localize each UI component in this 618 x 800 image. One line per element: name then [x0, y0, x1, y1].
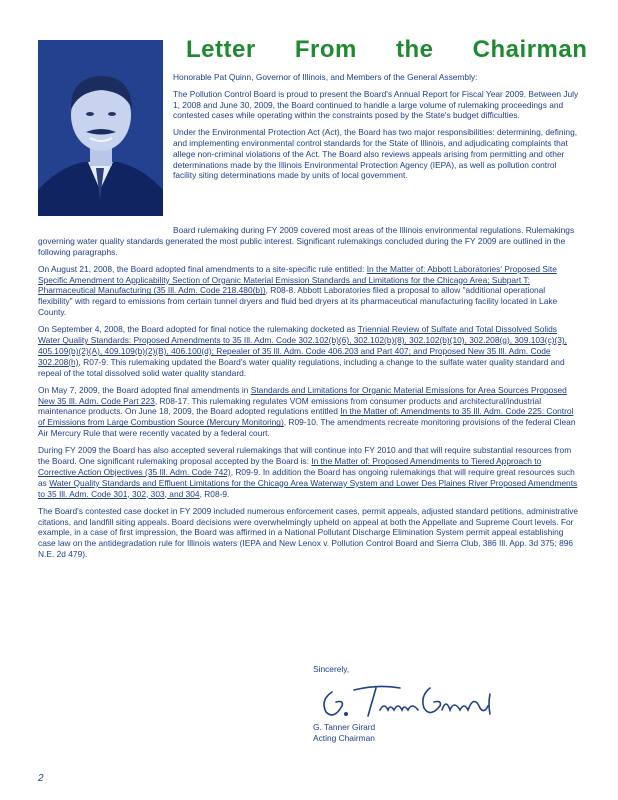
signer-title: Acting Chairman	[313, 732, 375, 743]
rule-citation: In the Matter of: Abbott Laboratories' Proposed Site Specific Amendment to Applicability Section of Organic Material Emission Standards and Limitations for the Chicago Area; Subpart T: Pharmaceutical Manufacturing (35 Ill. Adm. Code 218.480(b))	[38, 263, 557, 296]
body-text: During FY 2009 the Board has also accepted several rulemakings that will continue into FY 2010 and that will require substantial resources from the Board. One significant rulemaking proposal accepted by the Board is:	[38, 445, 572, 467]
page-number: 2	[38, 773, 44, 784]
chairman-photo	[38, 40, 163, 216]
signer-name: G. Tanner Girard	[313, 722, 376, 732]
rule-citation: In the Matter of: Proposed Amendments to Tiered Approach to Corrective Action Objectives (35 Ill. Adm. Code 742)	[38, 456, 542, 477]
body-paragraph: Board rulemaking during FY 2009 covered most areas of the Illinois environmental regulations. Rulemakings governing water quality standards generated the most public interest. Significant rulemakings concluded during the FY 2009 are outlined in the following paragraphs.	[38, 225, 575, 257]
closing: Sincerely,	[313, 664, 350, 674]
signer-block	[313, 722, 375, 743]
body-text: On May 7, 2009, the Board adopted final amendments in	[38, 384, 251, 395]
page-title: Letter From the Chairman	[186, 36, 588, 63]
portrait-illustration	[38, 40, 163, 216]
body-text: , R08-8. Abbott Laboratories filed a proposal to allow "additional operational flexibility" with regard to emissions from certain tunnel dryers and fluid bed dryers at its pharmaceutical manufacturing facility located in Lake County.	[38, 285, 558, 318]
body-text: , R09-10. The amendments recreate monitoring provisions of the federal Clean Air Mercury Rule that were recently vacated by a federal court.	[38, 417, 576, 439]
rule-citation: Triennial Review of Sulfate and Total Dissolved Solids Water Quality Standards: Proposed Amendments to 35 Ill. Adm. Code 302.102(b)(6), 302.102(b)(8), 302.102(b)(10), 302.208(g), 309.103(c)(3), 405.109(b)(2)(A), 409.109(b)(2)(B), 406.100(d); Repealer of 35 Ill. Adm. Code 406.203 and Part 407; and Proposed New 35 Ill. Adm. Code 302.208(h)	[38, 324, 567, 367]
letter-body	[38, 225, 581, 566]
rule-citation: In the Matter of: Amendments to 35 Ill. Adm. Code 225: Control of Emissions from Large Combustion Source (Mercury Monitoring)	[38, 406, 574, 428]
rule-citation: Standards and Limitations for Organic Material Emissions for Area Sources Proposed New 35 Ill. Adm. Code Part 223	[38, 384, 567, 406]
body-paragraph	[38, 264, 581, 318]
body-text: On August 21, 2008, the Board adopted final amendments to a site-specific rule entitled:	[38, 263, 367, 274]
body-text: , R08-9.	[199, 488, 230, 499]
body-text: On September 4, 2008, the Board adopted for final notice the rulemaking docketed as	[38, 324, 358, 335]
body-text: , R08-17. This rulemaking regulates VOM emissions from consumer products and architectural/industrial maintenance products. On June 18, 2009, the Board adopted regulations entitled	[38, 395, 542, 417]
intro-section	[173, 72, 581, 187]
intro-paragraph: Under the Environmental Protection Act (Act), the Board has two major responsibilities: determining, defining, and implementing environmental control standards for the State of Illinois, and adjudicating complaints that allege non-criminal violations of the Act. The Board also reviews appeals arising from permitting and other determinations made by the Illinois Environmental Protection Agency (IEPA), as well as pollution control facility siting determinations made by units of local government.	[173, 127, 578, 181]
body-paragraph	[38, 445, 581, 499]
handwritten-signature	[318, 680, 518, 722]
signature-graphic	[318, 680, 518, 722]
body-text: , R09-9. In addition the Board has ongoing rulemakings that will require great resources such as	[38, 466, 575, 488]
intro-paragraph: The Pollution Control Board is proud to present the Board's Annual Report for Fiscal Year 2009. Between July 1, 2008 and June 30, 2009, the Board continued to handle a large volume of rulemaking proceedings and contested cases while operating within the constraints posed by the State's budget difficulties.	[173, 88, 579, 121]
body-paragraph	[38, 385, 581, 439]
body-paragraph	[38, 324, 581, 378]
rule-citation: Water Quality Standards and Effluent Limitations for the Chicago Area Waterway System and Lower Des Plaines River Proposed Amendments to 35 Ill. Adm. Code 301, 302, 303, and 304	[38, 477, 578, 499]
body-text: , R07-9. This rulemaking updated the Board's water quality regulations, including a change to the sulfate water quality standard and repeal of the total dissolved solid water quality standard.	[38, 356, 565, 378]
salutation: Honorable Pat Quinn, Governor of Illinois, and Members of the General Assembly:	[173, 72, 478, 82]
body-paragraph: The Board's contested case docket in FY 2009 included numerous enforcement cases, permit appeals, adjusted standard petitions, administrative citations, and landfill siting appeals. Board decisions were overwhelmingly upheld on appeal at both the Appellate and Supreme Court levels. For example, in a case of first impression, the Board was affirmed in a National Pollutant Discharge Elimination System permit appeal establishing case law on the antidegradation rule for Illinois waters (IEPA and New Lenox v. Pollution Control Board and Sierra Club, 386 Ill. App. 3d 375; 896 N.E. 2d 479).	[38, 505, 579, 560]
